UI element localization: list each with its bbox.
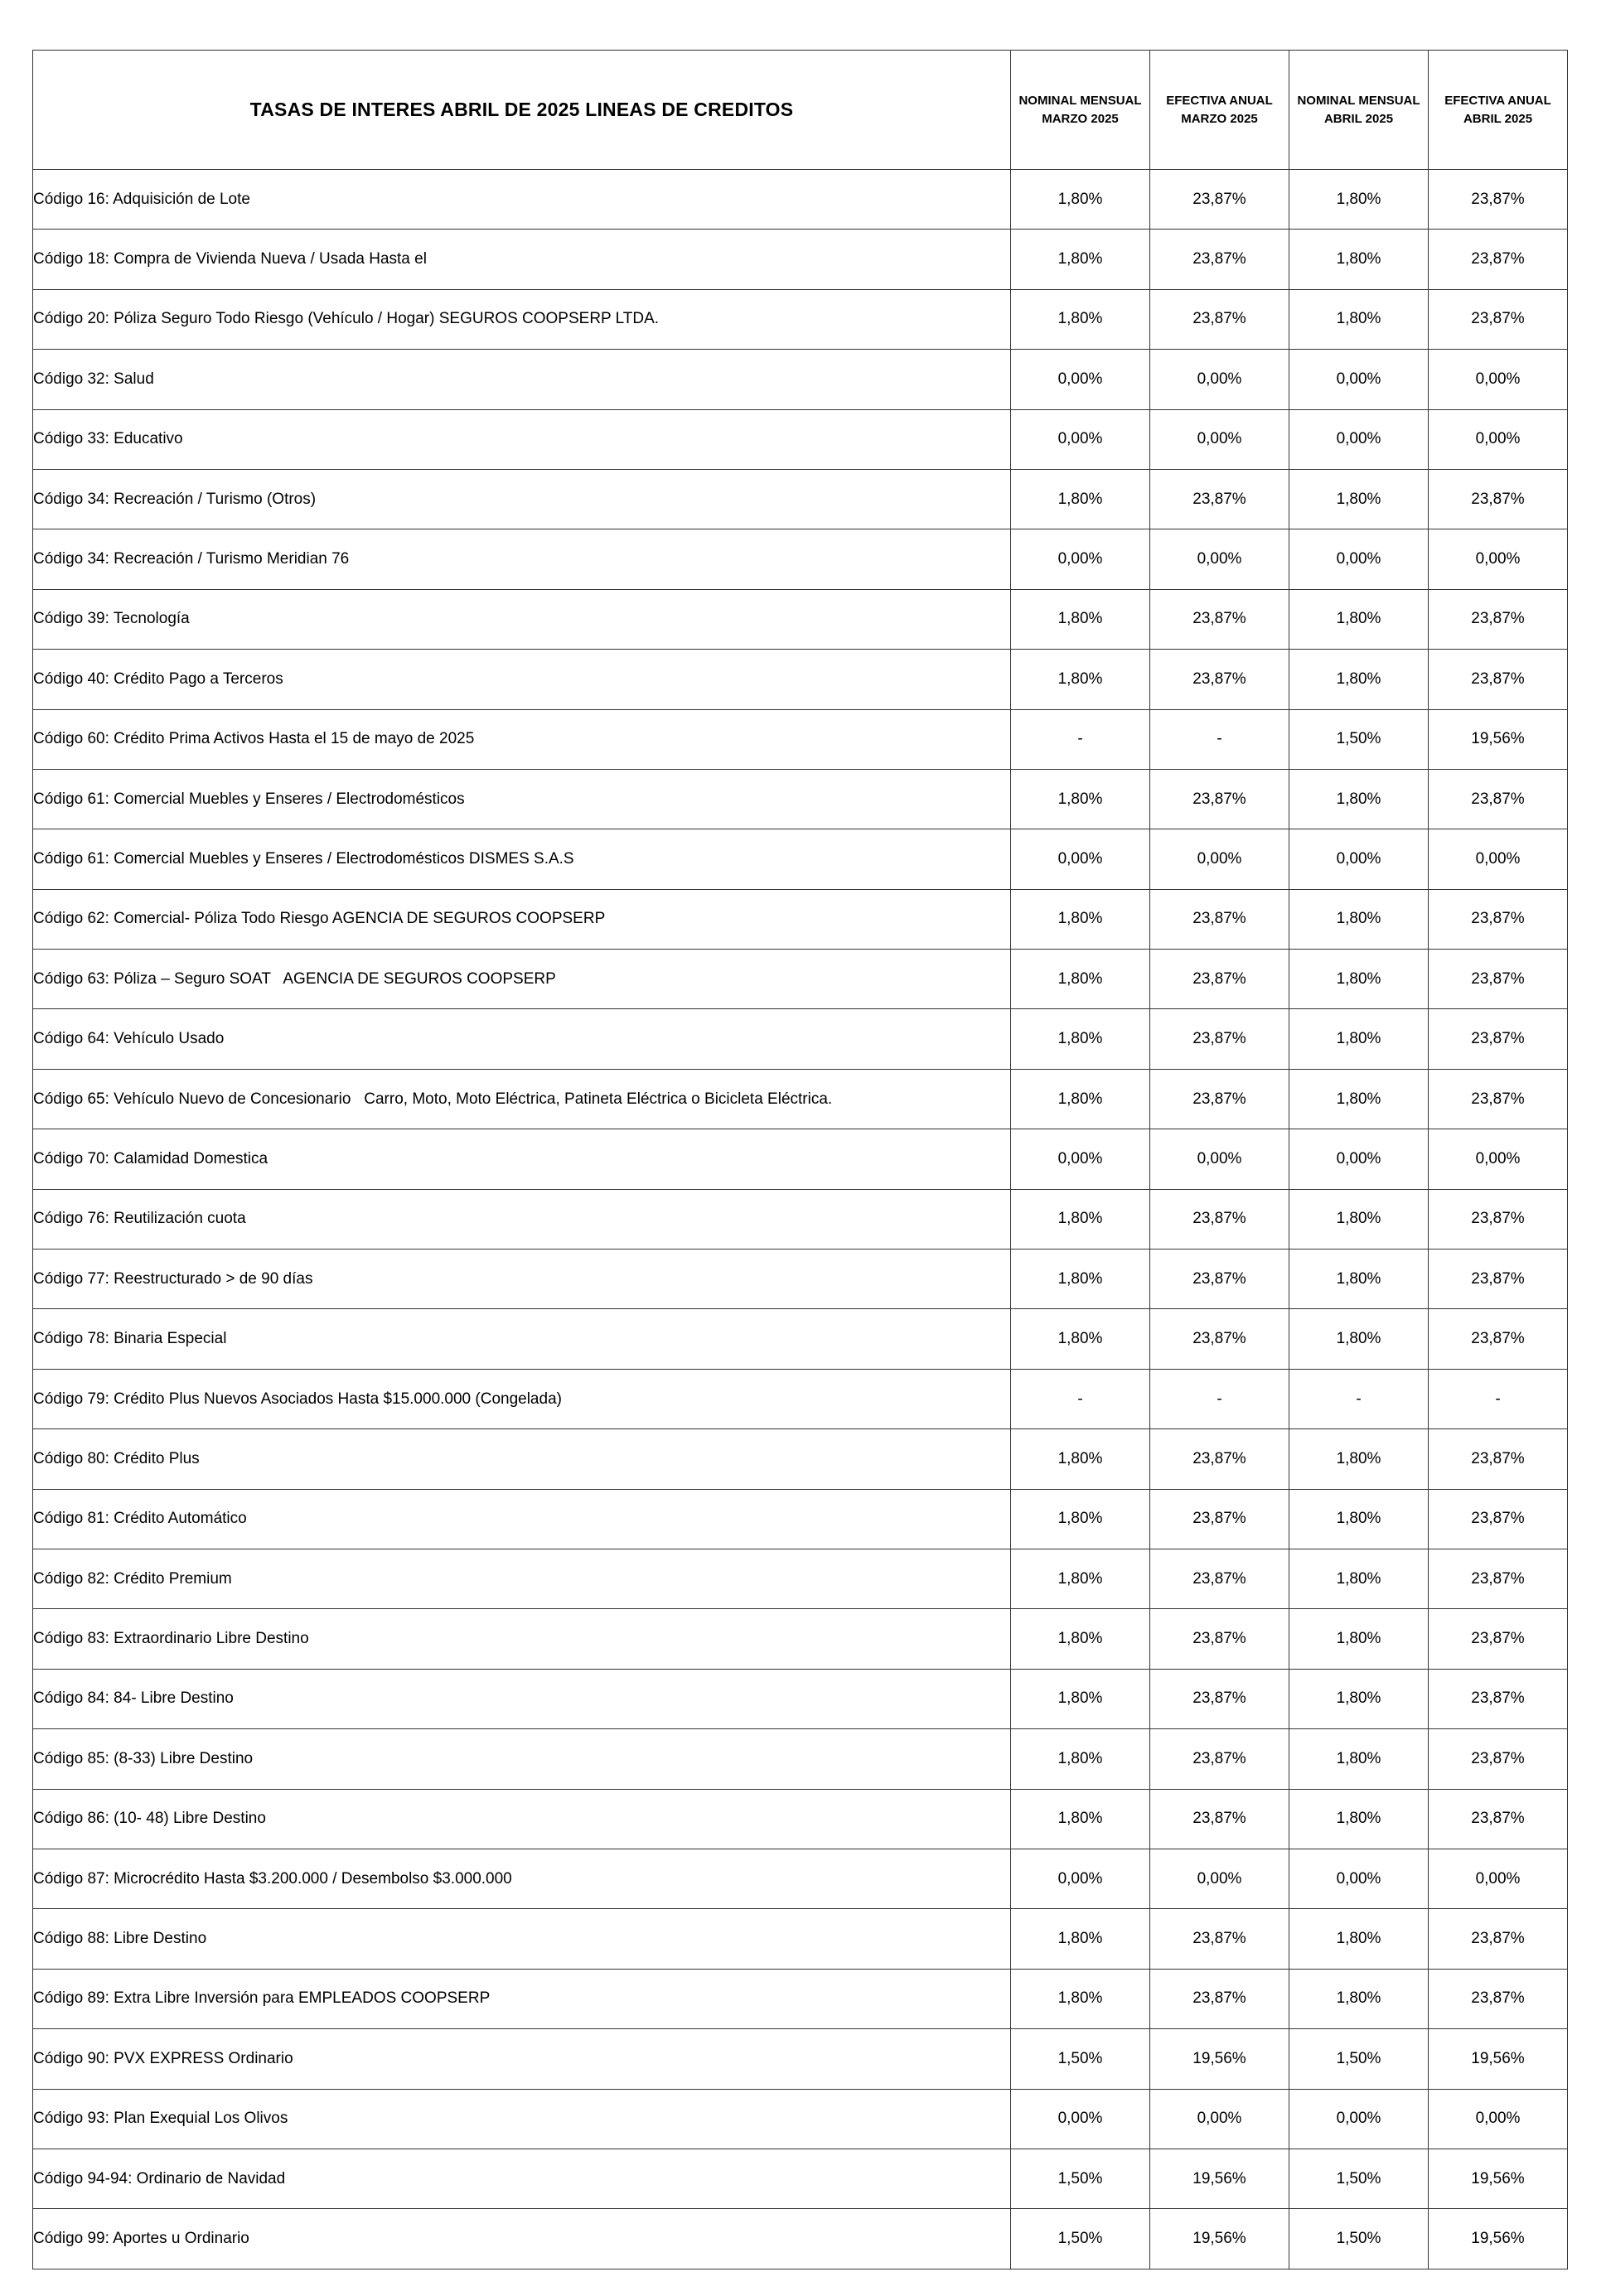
credit-line-description: Código 77: Reestructurado > de 90 días xyxy=(33,1250,1011,1309)
efectiva-marzo-value: 23,87% xyxy=(1150,1549,1289,1608)
table-row xyxy=(33,230,1568,289)
rates-table xyxy=(32,50,1568,2269)
nominal-abril-value: 1,80% xyxy=(1289,289,1429,349)
efectiva-marzo-value: - xyxy=(1150,1369,1289,1428)
efectiva-marzo-value: 23,87% xyxy=(1150,1429,1289,1489)
efectiva-marzo-value: 0,00% xyxy=(1150,1849,1289,1908)
efectiva-marzo-value: - xyxy=(1150,709,1289,769)
nominal-marzo-value: 0,00% xyxy=(1011,1129,1150,1189)
column-header-line: NOMINAL MENSUAL xyxy=(1018,93,1142,108)
efectiva-abril-value: 23,87% xyxy=(1429,589,1568,649)
nominal-abril-value: 1,80% xyxy=(1289,889,1429,949)
table-row xyxy=(33,1369,1568,1428)
credit-line-description: Código 40: Crédito Pago a Terceros xyxy=(33,650,1011,709)
table-row xyxy=(33,1609,1568,1669)
credit-line-description: Código 70: Calamidad Domestica xyxy=(33,1129,1011,1189)
nominal-abril-value: 0,00% xyxy=(1289,1849,1429,1908)
table-row xyxy=(33,2149,1568,2208)
efectiva-abril-value: 23,87% xyxy=(1429,1189,1568,1249)
credit-line-description: Código 89: Extra Libre Inversión para EMPLEADOS COOPSERP xyxy=(33,1969,1011,2028)
efectiva-abril-value: 23,87% xyxy=(1429,289,1568,349)
credit-line-description: Código 61: Comercial Muebles y Enseres / Electrodomésticos xyxy=(33,769,1011,829)
efectiva-abril-value: 23,87% xyxy=(1429,1250,1568,1309)
table-row xyxy=(33,1669,1568,1728)
credit-line-description: Código 80: Crédito Plus xyxy=(33,1429,1011,1489)
credit-line-description: Código 83: Extraordinario Libre Destino xyxy=(33,1609,1011,1669)
nominal-marzo-value: 0,00% xyxy=(1011,529,1150,589)
nominal-abril-value: 1,80% xyxy=(1289,769,1429,829)
table-row xyxy=(33,469,1568,529)
nominal-marzo-value: 0,00% xyxy=(1011,350,1150,409)
credit-line-description: Código 93: Plan Exequial Los Olivos xyxy=(33,2089,1011,2149)
column-header-nominal-marzo xyxy=(1011,51,1150,170)
efectiva-abril-value: 0,00% xyxy=(1429,2089,1568,2149)
credit-line-description: Código 34: Recreación / Turismo (Otros) xyxy=(33,469,1011,529)
credit-line-description: Código 32: Salud xyxy=(33,350,1011,409)
credit-line-description: Código 90: PVX EXPRESS Ordinario xyxy=(33,2029,1011,2089)
credit-line-description: Código 76: Reutilización cuota xyxy=(33,1189,1011,1249)
nominal-abril-value: 1,80% xyxy=(1289,1909,1429,1969)
credit-line-description: Código 33: Educativo xyxy=(33,409,1011,469)
efectiva-marzo-value: 0,00% xyxy=(1150,350,1289,409)
efectiva-abril-value: 0,00% xyxy=(1429,829,1568,889)
table-row xyxy=(33,2029,1568,2089)
efectiva-abril-value: 23,87% xyxy=(1429,1969,1568,2028)
nominal-marzo-value: 1,80% xyxy=(1011,469,1150,529)
nominal-marzo-value: 1,80% xyxy=(1011,1069,1150,1129)
efectiva-marzo-value: 23,87% xyxy=(1150,889,1289,949)
efectiva-abril-value: 23,87% xyxy=(1429,1009,1568,1069)
nominal-marzo-value: 1,50% xyxy=(1011,2209,1150,2269)
nominal-marzo-value: 1,80% xyxy=(1011,1489,1150,1549)
nominal-abril-value: 1,80% xyxy=(1289,1069,1429,1129)
nominal-marzo-value: 1,80% xyxy=(1011,769,1150,829)
nominal-abril-value: 1,80% xyxy=(1289,1729,1429,1789)
efectiva-marzo-value: 23,87% xyxy=(1150,1609,1289,1669)
efectiva-abril-value: 19,56% xyxy=(1429,2029,1568,2089)
efectiva-marzo-value: 23,87% xyxy=(1150,1009,1289,1069)
efectiva-abril-value: 23,87% xyxy=(1429,950,1568,1009)
efectiva-abril-value: 19,56% xyxy=(1429,2209,1568,2269)
nominal-marzo-value: 1,80% xyxy=(1011,1189,1150,1249)
credit-line-description: Código 18: Compra de Vivienda Nueva / Usada Hasta el xyxy=(33,230,1011,289)
nominal-abril-value: 1,80% xyxy=(1289,170,1429,230)
nominal-marzo-value: 1,80% xyxy=(1011,1969,1150,2028)
efectiva-abril-value: 23,87% xyxy=(1429,889,1568,949)
nominal-marzo-value: 1,80% xyxy=(1011,589,1150,649)
nominal-abril-value: 1,80% xyxy=(1289,1009,1429,1069)
credit-line-description: Código 20: Póliza Seguro Todo Riesgo (Vehículo / Hogar) SEGUROS COOPSERP LTDA. xyxy=(33,289,1011,349)
nominal-marzo-value: 1,80% xyxy=(1011,1669,1150,1728)
nominal-marzo-value: 1,50% xyxy=(1011,2029,1150,2089)
efectiva-abril-value: 23,87% xyxy=(1429,1789,1568,1849)
table-row xyxy=(33,1909,1568,1969)
nominal-abril-value: 1,80% xyxy=(1289,1789,1429,1849)
efectiva-abril-value: 23,87% xyxy=(1429,769,1568,829)
efectiva-abril-value: 23,87% xyxy=(1429,230,1568,289)
efectiva-marzo-value: 23,87% xyxy=(1150,1250,1289,1309)
credit-line-description: Código 61: Comercial Muebles y Enseres / Electrodomésticos DISMES S.A.S xyxy=(33,829,1011,889)
nominal-marzo-value: 1,80% xyxy=(1011,1009,1150,1069)
nominal-abril-value: 1,80% xyxy=(1289,1429,1429,1489)
efectiva-abril-value: 23,87% xyxy=(1429,1429,1568,1489)
column-header-line: EFECTIVA ANUAL xyxy=(1166,93,1273,108)
table-row xyxy=(33,1069,1568,1129)
credit-line-description: Código 78: Binaria Especial xyxy=(33,1309,1011,1369)
efectiva-marzo-value: 0,00% xyxy=(1150,529,1289,589)
efectiva-marzo-value: 23,87% xyxy=(1150,170,1289,230)
efectiva-abril-value: 23,87% xyxy=(1429,650,1568,709)
efectiva-marzo-value: 23,87% xyxy=(1150,589,1289,649)
table-row xyxy=(33,829,1568,889)
nominal-abril-value: 1,50% xyxy=(1289,2029,1429,2089)
table-row xyxy=(33,709,1568,769)
efectiva-marzo-value: 0,00% xyxy=(1150,1129,1289,1189)
efectiva-abril-value: 0,00% xyxy=(1429,529,1568,589)
efectiva-abril-value: 23,87% xyxy=(1429,1909,1568,1969)
nominal-abril-value: 1,50% xyxy=(1289,2149,1429,2208)
nominal-abril-value: - xyxy=(1289,1369,1429,1428)
credit-line-description: Código 81: Crédito Automático xyxy=(33,1489,1011,1549)
credit-line-description: Código 86: (10- 48) Libre Destino xyxy=(33,1789,1011,1849)
table-row xyxy=(33,1849,1568,1908)
nominal-abril-value: 1,80% xyxy=(1289,1969,1429,2028)
efectiva-marzo-value: 23,87% xyxy=(1150,1309,1289,1369)
nominal-marzo-value: 0,00% xyxy=(1011,409,1150,469)
column-header-nominal-abril xyxy=(1289,51,1429,170)
nominal-abril-value: 1,50% xyxy=(1289,2209,1429,2269)
column-header-efectiva-abril xyxy=(1429,51,1568,170)
nominal-marzo-value: 1,50% xyxy=(1011,2149,1150,2208)
table-row xyxy=(33,1729,1568,1789)
table-row xyxy=(33,1129,1568,1189)
nominal-abril-value: 0,00% xyxy=(1289,350,1429,409)
table-row xyxy=(33,769,1568,829)
efectiva-marzo-value: 23,87% xyxy=(1150,650,1289,709)
credit-line-description: Código 65: Vehículo Nuevo de Concesionario Carro, Moto, Moto Eléctrica, Patineta Eléctrica o Bicicleta Eléctrica. xyxy=(33,1069,1011,1129)
table-row xyxy=(33,170,1568,230)
column-header-line: MARZO 2025 xyxy=(1042,111,1119,126)
nominal-marzo-value: 1,80% xyxy=(1011,1729,1150,1789)
nominal-abril-value: 1,80% xyxy=(1289,950,1429,1009)
credit-line-description: Código 94-94: Ordinario de Navidad xyxy=(33,2149,1011,2208)
nominal-abril-value: 1,80% xyxy=(1289,469,1429,529)
credit-line-description: Código 84: 84- Libre Destino xyxy=(33,1669,1011,1728)
nominal-marzo-value: 1,80% xyxy=(1011,1549,1150,1608)
column-header-line: ABRIL 2025 xyxy=(1463,111,1533,126)
table-row xyxy=(33,650,1568,709)
efectiva-marzo-value: 19,56% xyxy=(1150,2149,1289,2208)
nominal-abril-value: 1,80% xyxy=(1289,1250,1429,1309)
table-row xyxy=(33,350,1568,409)
nominal-marzo-value: 1,80% xyxy=(1011,170,1150,230)
efectiva-marzo-value: 23,87% xyxy=(1150,289,1289,349)
nominal-marzo-value: 1,80% xyxy=(1011,1609,1150,1669)
credit-line-description: Código 99: Aportes u Ordinario xyxy=(33,2209,1011,2269)
efectiva-abril-value: 0,00% xyxy=(1429,1849,1568,1908)
table-row xyxy=(33,889,1568,949)
efectiva-marzo-value: 0,00% xyxy=(1150,829,1289,889)
table-row xyxy=(33,409,1568,469)
efectiva-abril-value: 19,56% xyxy=(1429,2149,1568,2208)
nominal-marzo-value: 1,80% xyxy=(1011,1250,1150,1309)
table-row xyxy=(33,529,1568,589)
nominal-marzo-value: 1,80% xyxy=(1011,650,1150,709)
table-body xyxy=(33,170,1568,2269)
efectiva-marzo-value: 19,56% xyxy=(1150,2029,1289,2089)
efectiva-marzo-value: 23,87% xyxy=(1150,1489,1289,1549)
column-header-line: MARZO 2025 xyxy=(1181,111,1258,126)
table-row xyxy=(33,1549,1568,1608)
credit-line-description: Código 64: Vehículo Usado xyxy=(33,1009,1011,1069)
table-row xyxy=(33,1250,1568,1309)
efectiva-abril-value: 23,87% xyxy=(1429,1489,1568,1549)
table-row xyxy=(33,1789,1568,1849)
column-header-line: ABRIL 2025 xyxy=(1323,111,1394,126)
nominal-abril-value: 1,80% xyxy=(1289,1549,1429,1608)
nominal-marzo-value: 1,80% xyxy=(1011,230,1150,289)
efectiva-marzo-value: 23,87% xyxy=(1150,1729,1289,1789)
nominal-marzo-value: 1,80% xyxy=(1011,1429,1150,1489)
nominal-marzo-value: 1,80% xyxy=(1011,1909,1150,1969)
nominal-marzo-value: - xyxy=(1011,1369,1150,1428)
nominal-marzo-value: 1,80% xyxy=(1011,1789,1150,1849)
nominal-abril-value: 0,00% xyxy=(1289,529,1429,589)
nominal-abril-value: 1,80% xyxy=(1289,1669,1429,1728)
table-row xyxy=(33,1189,1568,1249)
table-title: TASAS DE INTERES ABRIL DE 2025 LINEAS DE CREDITOS xyxy=(33,51,1011,170)
efectiva-abril-value: 23,87% xyxy=(1429,1609,1568,1669)
credit-line-description: Código 82: Crédito Premium xyxy=(33,1549,1011,1608)
efectiva-marzo-value: 0,00% xyxy=(1150,2089,1289,2149)
efectiva-marzo-value: 23,87% xyxy=(1150,1669,1289,1728)
nominal-abril-value: 1,80% xyxy=(1289,230,1429,289)
credit-line-description: Código 88: Libre Destino xyxy=(33,1909,1011,1969)
table-row xyxy=(33,1429,1568,1489)
credit-line-description: Código 79: Crédito Plus Nuevos Asociados Hasta $15.000.000 (Congelada) xyxy=(33,1369,1011,1428)
efectiva-abril-value: 23,87% xyxy=(1429,1729,1568,1789)
column-header-line: NOMINAL MENSUAL xyxy=(1297,93,1420,108)
efectiva-marzo-value: 23,87% xyxy=(1150,230,1289,289)
credit-line-description: Código 34: Recreación / Turismo Meridian 76 xyxy=(33,529,1011,589)
nominal-marzo-value: 1,80% xyxy=(1011,950,1150,1009)
efectiva-abril-value: 0,00% xyxy=(1429,1129,1568,1189)
credit-line-description: Código 85: (8-33) Libre Destino xyxy=(33,1729,1011,1789)
efectiva-abril-value: 23,87% xyxy=(1429,469,1568,529)
header-row xyxy=(33,51,1568,170)
efectiva-marzo-value: 23,87% xyxy=(1150,769,1289,829)
efectiva-abril-value: 19,56% xyxy=(1429,709,1568,769)
efectiva-marzo-value: 23,87% xyxy=(1150,1789,1289,1849)
efectiva-marzo-value: 23,87% xyxy=(1150,1069,1289,1129)
table-row xyxy=(33,289,1568,349)
efectiva-abril-value: 23,87% xyxy=(1429,1549,1568,1608)
efectiva-abril-value: 0,00% xyxy=(1429,350,1568,409)
table-row xyxy=(33,1489,1568,1549)
nominal-abril-value: 1,80% xyxy=(1289,589,1429,649)
efectiva-marzo-value: 23,87% xyxy=(1150,1909,1289,1969)
credit-line-description: Código 60: Crédito Prima Activos Hasta el 15 de mayo de 2025 xyxy=(33,709,1011,769)
nominal-marzo-value: - xyxy=(1011,709,1150,769)
credit-line-description: Código 16: Adquisición de Lote xyxy=(33,170,1011,230)
nominal-abril-value: 0,00% xyxy=(1289,1129,1429,1189)
nominal-abril-value: 1,80% xyxy=(1289,650,1429,709)
nominal-marzo-value: 0,00% xyxy=(1011,829,1150,889)
nominal-abril-value: 0,00% xyxy=(1289,829,1429,889)
nominal-abril-value: 0,00% xyxy=(1289,409,1429,469)
efectiva-marzo-value: 23,87% xyxy=(1150,1189,1289,1249)
efectiva-abril-value: 23,87% xyxy=(1429,1669,1568,1728)
efectiva-abril-value: 23,87% xyxy=(1429,1309,1568,1369)
efectiva-marzo-value: 19,56% xyxy=(1150,2209,1289,2269)
efectiva-marzo-value: 23,87% xyxy=(1150,950,1289,1009)
nominal-marzo-value: 1,80% xyxy=(1011,289,1150,349)
efectiva-abril-value: 23,87% xyxy=(1429,170,1568,230)
nominal-marzo-value: 0,00% xyxy=(1011,1849,1150,1908)
efectiva-abril-value: - xyxy=(1429,1369,1568,1428)
table-row xyxy=(33,1969,1568,2028)
table-row xyxy=(33,589,1568,649)
efectiva-marzo-value: 0,00% xyxy=(1150,409,1289,469)
table-row xyxy=(33,950,1568,1009)
efectiva-abril-value: 23,87% xyxy=(1429,1069,1568,1129)
credit-line-description: Código 63: Póliza – Seguro SOAT AGENCIA DE SEGUROS COOPSERP xyxy=(33,950,1011,1009)
efectiva-marzo-value: 23,87% xyxy=(1150,1969,1289,2028)
efectiva-marzo-value: 23,87% xyxy=(1150,469,1289,529)
table-row xyxy=(33,1309,1568,1369)
nominal-marzo-value: 1,80% xyxy=(1011,1309,1150,1369)
table-row xyxy=(33,2209,1568,2269)
credit-line-description: Código 39: Tecnología xyxy=(33,589,1011,649)
efectiva-abril-value: 0,00% xyxy=(1429,409,1568,469)
nominal-abril-value: 1,80% xyxy=(1289,1609,1429,1669)
table-row xyxy=(33,2089,1568,2149)
column-header-line: EFECTIVA ANUAL xyxy=(1444,93,1551,108)
nominal-abril-value: 1,80% xyxy=(1289,1309,1429,1369)
nominal-abril-value: 1,80% xyxy=(1289,1489,1429,1549)
nominal-abril-value: 1,50% xyxy=(1289,709,1429,769)
nominal-abril-value: 0,00% xyxy=(1289,2089,1429,2149)
credit-line-description: Código 62: Comercial- Póliza Todo Riesgo AGENCIA DE SEGUROS COOPSERP xyxy=(33,889,1011,949)
credit-line-description: Código 87: Microcrédito Hasta $3.200.000 / Desembolso $3.000.000 xyxy=(33,1849,1011,1908)
nominal-marzo-value: 0,00% xyxy=(1011,2089,1150,2149)
column-header-efectiva-marzo xyxy=(1150,51,1289,170)
nominal-marzo-value: 1,80% xyxy=(1011,889,1150,949)
table-row xyxy=(33,1009,1568,1069)
nominal-abril-value: 1,80% xyxy=(1289,1189,1429,1249)
